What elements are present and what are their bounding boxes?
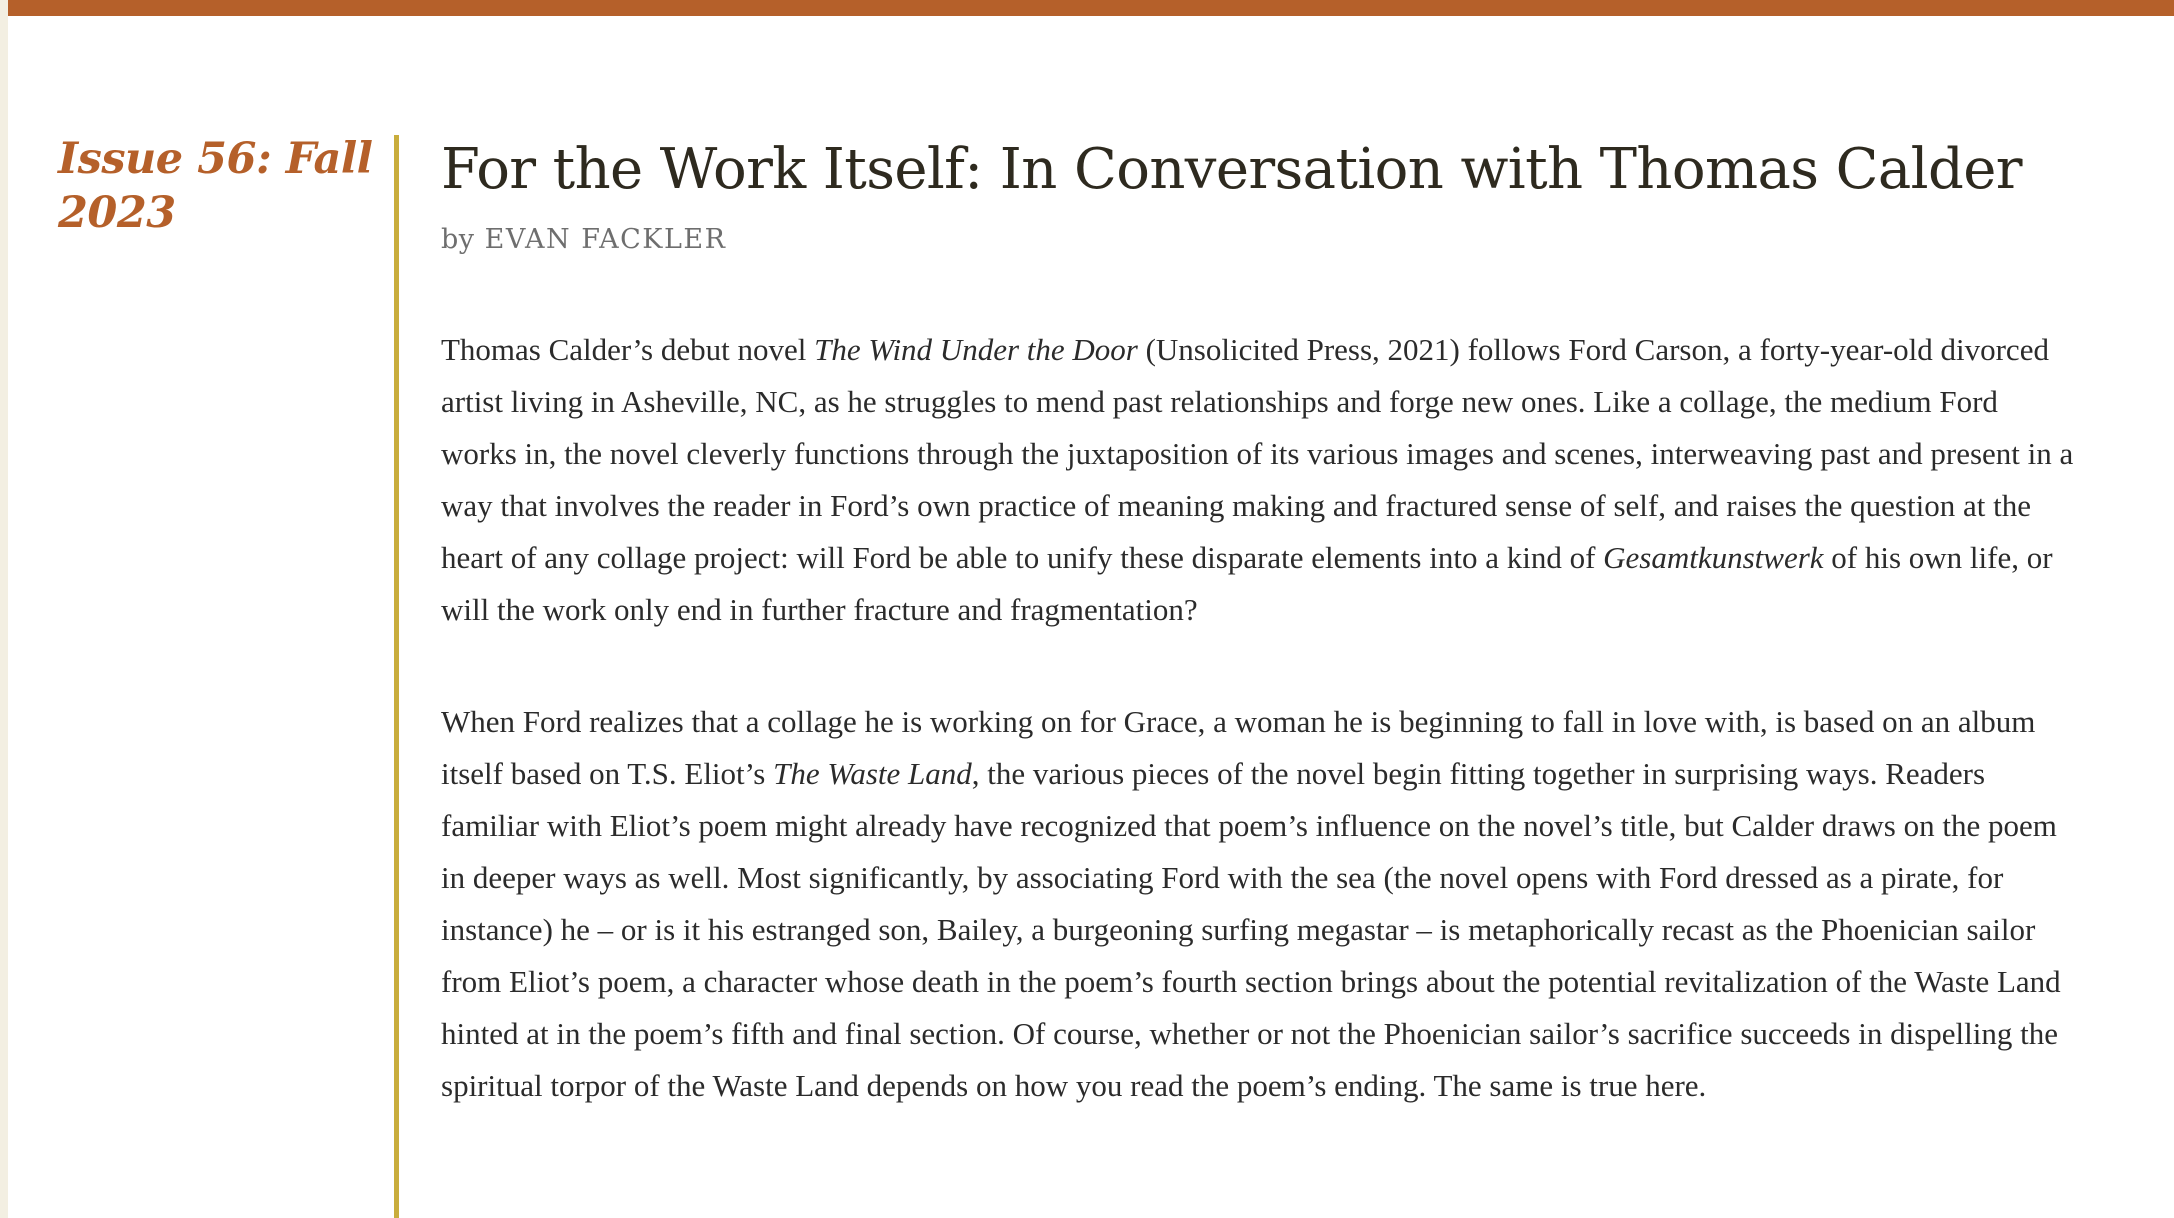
paragraph-text: (Unsolicited Press, 2021) follows Ford Carson, a forty-year-old divorced artist living in Asheville, NC, as he struggles to mend past relationships and forge new ones. Like a collage, the medium Ford works in, the novel cleverly functions through the juxtaposition of its various images and scenes, interweaving past and present in a way that involves the reader in Ford’s own practice of meaning making and fractured sense of self, and raises the question at the heart of any collage project: will Ford be able to unify these disparate elements into a kind of [441,332,2074,575]
top-accent-bar [8,0,2174,16]
article-body [441,324,2081,1112]
paragraph-text: , the various pieces of the novel begin fitting together in surprising ways. Readers familiar with Eliot’s poem might already have recognized that poem’s influence on the novel’s title, but Calder draws on the poem in deeper ways as well. Most significantly, by associating Ford with the sea (the novel opens with Ford dressed as a pirate, for instance) he – or is it his estranged son, Bailey, a burgeoning surfing megastar – is metaphorically recast as the Phoenician sailor from Eliot’s poem, a character whose death in the poem’s fourth section brings about the potential revitalization of the Waste Land hinted at in the poem’s fifth and final section. Of course, whether or not the Phoenician sailor’s sacrifice succeeds in dispelling the spiritual torpor of the Waste Land depends on how you read the poem’s ending. The same is true here. [441,756,2061,1103]
poem-title: The Waste Land [773,756,972,791]
article-title: For the Work Itself: In Conversation with Thomas Calder [441,137,2022,202]
article [441,130,2081,1172]
byline-prefix: by [441,224,475,255]
foreign-term: Gesamtkunstwerk [1603,540,1824,575]
issue-sidebar [58,132,388,240]
page [8,0,2174,1218]
vertical-divider [394,135,399,1218]
paragraph-text: Thomas Calder’s debut novel [441,332,815,367]
paragraph-text: of his own life, or will the work only end in further fracture and fragmentation? [441,540,2053,627]
paragraph [441,324,2081,636]
paragraph [441,696,2081,1112]
book-title: The Wind Under the Door [814,332,1138,367]
byline [441,222,2081,258]
author-name[interactable]: EVAN FACKLER [484,224,727,255]
paragraph-text: When Ford realizes that a collage he is working on for Grace, a woman he is beginning to fall in love with, is based on an album itself based on T.S. Eliot’s [441,704,2036,791]
issue-title-link[interactable]: Issue 56: Fall 2023 [58,134,373,238]
